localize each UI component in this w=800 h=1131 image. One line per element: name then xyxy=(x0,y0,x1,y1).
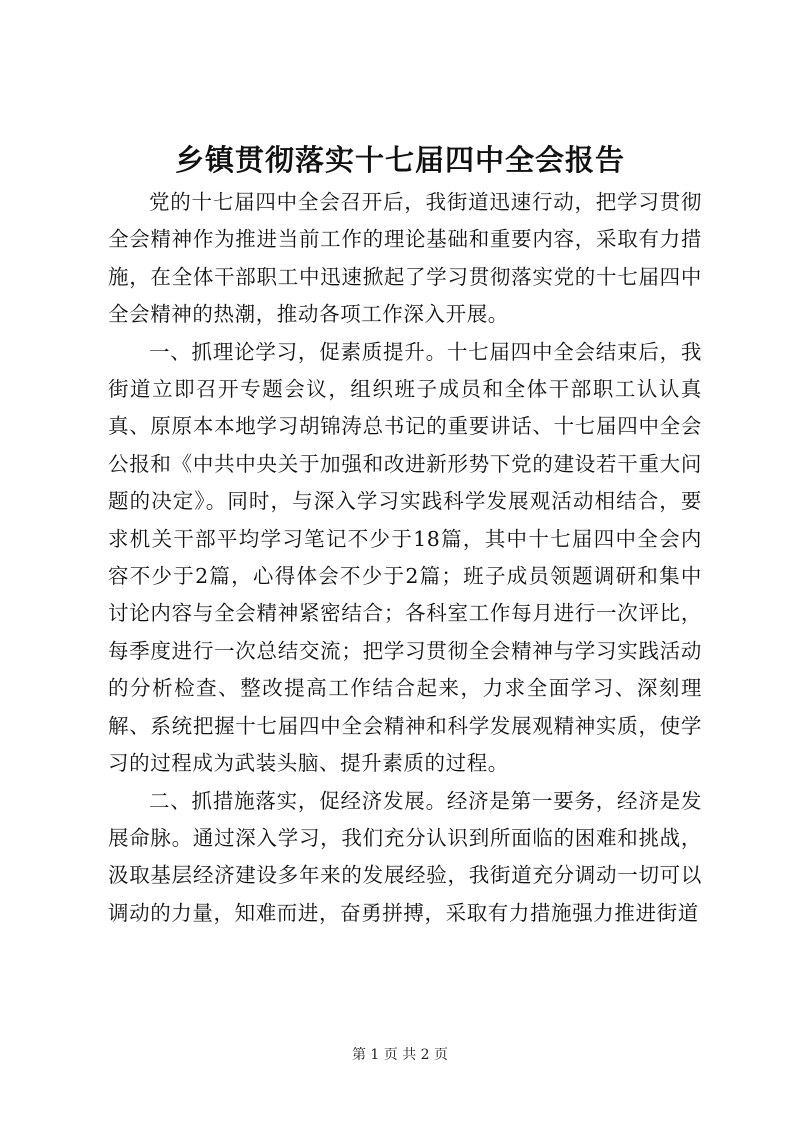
page-footer: 第 1 页 共 2 页 xyxy=(351,1047,449,1063)
document-title: 乡镇贯彻落实十七届四中全会报告 xyxy=(174,143,625,177)
paragraph-intro: 党的十七届四中全会召开后，我街道迅速行动，把学习贯彻全会精神作为推进当前工作的理论基础和重要内容，采取有力措施，在全体干部职工中迅速掀起了学习贯彻落实党的十七届四中全会精神的热潮，推动各项工作深入开展。 xyxy=(108,190,702,327)
paragraph-section-one: 一、抓理论学习，促素质提升。十七届四中全会结束后，我街道立即召开专题会议，组织班子成员和全体干部职工认认真真、原原本本地学习胡锦涛总书记的重要讲话、十七届四中全会公报和《中共中央关于加强和改进新形势下党的建设若干重大问题的决定》。同时，与深入学习实践科学发展观活动相结合，要求机关干部平均学习笔记不少于18篇，其中十七届四中全会内容不少于2篇，心得体会不少于2篇；班子成员领题调研和集中讨论内容与全会精神紧密结合；各科室工作每月进行一次评比，每季度进行一次总结交流；把学习贯彻全会精神与学习实践活动的分析检查、整改提高工作结合起来，力求全面学习、深刻理解、系统把握十七届四中全会精神和科学发展观精神实质，使学习的过程成为武装头脑、提升素质的过程。 xyxy=(108,339,702,776)
document-body xyxy=(108,184,702,932)
paragraph-section-two: 二、抓措施落实，促经济发展。经济是第一要务，经济是发展命脉。通过深入学习，我们充分认识到所面临的困难和挑战，汲取基层经济建设多年来的发展经验，我街道充分调动一切可以调动的力量，知难而进，奋勇拼搏，采取有力措施强力推进街道 xyxy=(108,788,702,925)
